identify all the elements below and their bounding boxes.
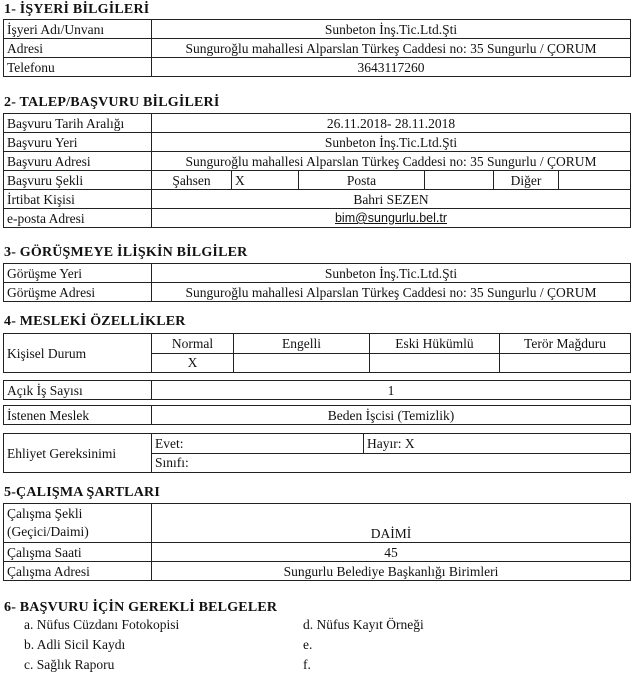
section-4-title: 4- MESLEKİ ÖZELLİKLER: [4, 314, 186, 329]
table-row: [4, 209, 631, 228]
email-cell: [152, 209, 631, 228]
method-in-person-label: Şahsen: [152, 171, 232, 190]
table-row: [4, 543, 631, 562]
list-item: c. Sağlık Raporu: [24, 657, 115, 672]
list-item: b. Adli Sicil Kaydı: [24, 637, 126, 652]
status-option-disabled: Engelli: [234, 334, 370, 354]
field-label: Telefonu: [4, 58, 152, 77]
table-row: [4, 283, 631, 302]
status-mark-disabled: [234, 353, 370, 373]
field-label: İstenen Meslek: [4, 406, 152, 425]
table-row: [4, 20, 631, 39]
section-5-title: 5-ÇALIŞMA ŞARTLARI: [4, 485, 160, 500]
field-label: Kişisel Durum: [4, 334, 152, 373]
field-label: Görüşme Yeri: [4, 264, 152, 283]
table-row: [4, 381, 631, 400]
list-item: d. Nüfus Kayıt Örneği: [303, 617, 424, 632]
table-row: [4, 39, 631, 58]
section-2-title: 2- TALEP/BAŞVURU BİLGİLERİ: [4, 95, 220, 110]
method-other-label: Diğer: [494, 171, 559, 190]
table-row: [4, 406, 631, 425]
application-place-value: Sunbeton İnş.Tic.Ltd.Şti: [152, 133, 631, 152]
license-no: Hayır: X: [364, 434, 631, 454]
email-link[interactable]: bim@sungurlu.bel.tr: [334, 211, 448, 225]
employer-phone-value: 3643117260: [152, 58, 631, 77]
list-item: e.: [303, 637, 313, 652]
license-yes: Evet:: [152, 434, 364, 454]
status-mark-terror-victim: [500, 353, 631, 373]
method-post-mark: [425, 171, 494, 190]
interview-place-value: Sunbeton İnş.Tic.Ltd.Şti: [152, 264, 631, 283]
method-in-person-mark: X: [232, 171, 299, 190]
section-6-title: 6- BAŞVURU İÇİN GEREKLİ BELGELER: [4, 600, 278, 615]
status-mark-ex-convict: [370, 353, 500, 373]
status-mark-normal: X: [152, 353, 234, 373]
personal-status-table: [3, 333, 631, 373]
field-label: Görüşme Adresi: [4, 283, 152, 302]
interview-address-value: Sunguroğlu mahallesi Alparslan Türkeş Caddesi no: 35 Sungurlu / ÇORUM: [152, 283, 631, 302]
table-row: [4, 152, 631, 171]
employer-name-value: Sunbeton İnş.Tic.Ltd.Şti: [152, 20, 631, 39]
vacancy-count-value: 1: [152, 381, 631, 400]
working-conditions-table: [3, 503, 631, 581]
date-range-value: 26.11.2018- 28.11.2018: [152, 114, 631, 133]
status-option-terror-victim: Terör Mağduru: [500, 334, 631, 354]
list-item: f.: [303, 657, 311, 672]
field-label: Başvuru Yeri: [4, 133, 152, 152]
table-row: [4, 334, 631, 354]
field-label: (Geçici/Daimi): [7, 524, 89, 539]
table-row: [4, 58, 631, 77]
field-label: Çalışma Saati: [4, 543, 152, 562]
table-row: [4, 114, 631, 133]
field-label: Adresi: [4, 39, 152, 58]
application-address-value: Sunguroğlu mahallesi Alparslan Türkeş Caddesi no: 35 Sungurlu / ÇORUM: [152, 152, 631, 171]
field-label: Açık İş Sayısı: [4, 381, 152, 400]
vacancy-count-table: [3, 380, 631, 400]
contact-person-value: Bahri SEZEN: [152, 190, 631, 209]
list-item: a. Nüfus Cüzdanı Fotokopisi: [24, 617, 180, 632]
interview-info-table: [3, 263, 631, 302]
required-documents-list: [24, 617, 624, 683]
application-info-table: [3, 113, 631, 228]
table-row: [4, 504, 631, 543]
license-class: Sınıfı:: [152, 453, 631, 473]
status-option-ex-convict: Eski Hükümlü: [370, 334, 500, 354]
field-label: Çalışma Adresi: [4, 562, 152, 581]
method-other-mark: [559, 171, 631, 190]
table-row: [4, 434, 631, 454]
table-row: [4, 264, 631, 283]
field-label: Çalışma Şekli: [7, 506, 83, 521]
employer-address-value: Sunguroğlu mahallesi Alparslan Türkeş Caddesi no: 35 Sungurlu / ÇORUM: [152, 39, 631, 58]
field-label: İrtibat Kişisi: [4, 190, 152, 209]
field-label: e-posta Adresi: [4, 209, 152, 228]
field-label: İşyeri Adı/Unvanı: [4, 20, 152, 39]
section-1-title: 1- İŞYERİ BİLGİLERİ: [4, 2, 150, 17]
occupation-table: [3, 405, 631, 425]
work-type-value: DAİMİ: [152, 504, 631, 543]
license-table: [3, 433, 631, 473]
method-post-label: Posta: [299, 171, 425, 190]
work-address-value: Sungurlu Belediye Başkanlığı Birimleri: [152, 562, 631, 581]
work-type-label-cell: [4, 504, 152, 543]
table-row: [4, 171, 631, 190]
field-label: Başvuru Şekli: [4, 171, 152, 190]
table-row: [4, 190, 631, 209]
table-row: [4, 133, 631, 152]
employer-info-table: [3, 19, 631, 77]
table-row: [4, 562, 631, 581]
work-hours-value: 45: [152, 543, 631, 562]
field-label: Başvuru Tarih Aralığı: [4, 114, 152, 133]
occupation-value: Beden İşcisi (Temizlik): [152, 406, 631, 425]
field-label: Ehliyet Gereksinimi: [4, 434, 152, 473]
field-label: Başvuru Adresi: [4, 152, 152, 171]
status-option-normal: Normal: [152, 334, 234, 354]
section-3-title: 3- GÖRÜŞMEYE İLİŞKİN BİLGİLER: [4, 245, 248, 260]
